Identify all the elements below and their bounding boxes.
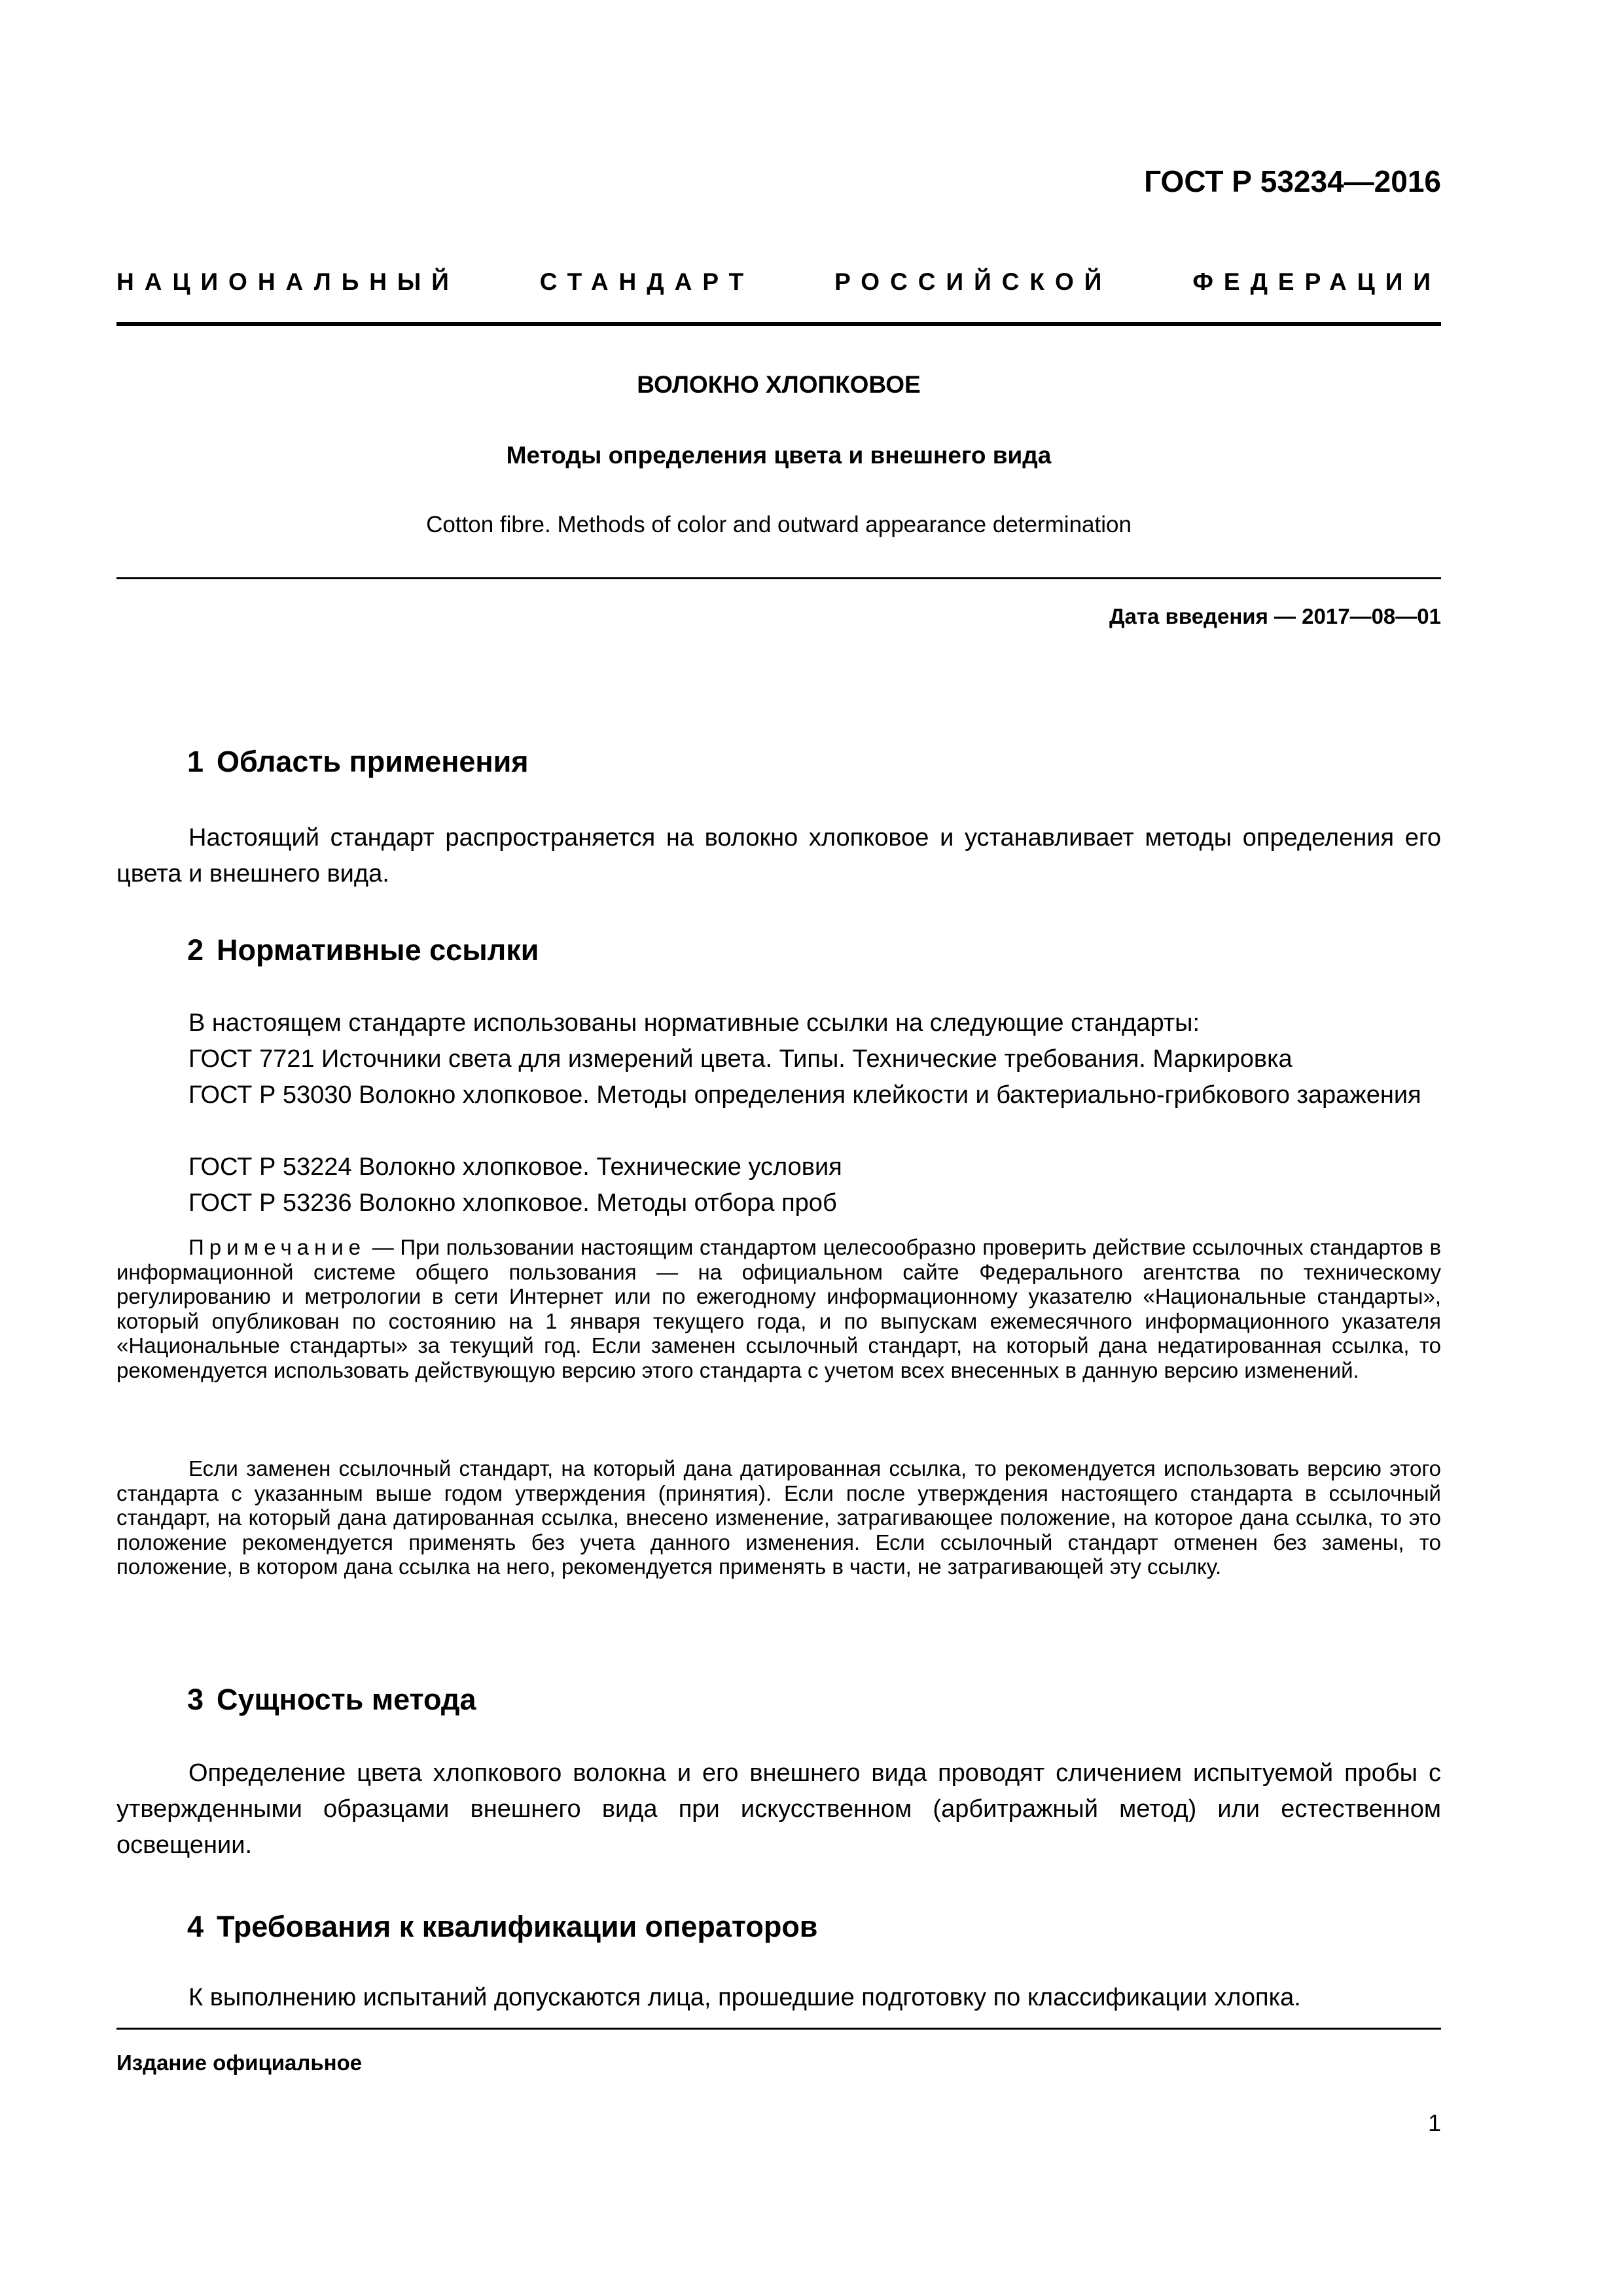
footer-divider — [116, 2028, 1441, 2030]
section-heading-2 — [187, 933, 539, 967]
document-title: ВОЛОКНО ХЛОПКОВОЕ — [637, 371, 921, 398]
note-text: — При пользовании настоящим стандартом целесообразно проверить действие ссылочных стандартов в информационной системе общего пользования — на официальном сайте Федерального агентства по техническому регулированию и метрологии в сети Интернет или по ежегодному информационному указателю «Национальные стандарты», который опубликован по состоянию на 1 января текущего года, и по выпускам ежемесячного информационного указателя «Национальные стандарты» за текущий год. Если заменен ссылочный стандарт, на который дана недатированная ссылка, то рекомендуется использовать действующую версию этого стандарта с учетом всех внесенных в данную версию изменений. — [116, 1235, 1441, 1382]
note-label: Примечание — [188, 1235, 366, 1259]
references-note — [116, 1235, 1441, 1382]
banner-word: НАЦИОНАЛЬНЫЙ — [116, 268, 459, 295]
reference-item: ГОСТ Р 53224 Волокно хлопковое. Технические условия — [188, 1153, 842, 1181]
section-title: Область применения — [217, 745, 529, 778]
section-number: 1 — [187, 745, 204, 778]
section-title: Нормативные ссылки — [217, 933, 539, 967]
section-number: 2 — [187, 933, 204, 967]
reference-item: ГОСТ Р 53236 Волокно хлопковое. Методы отбора проб — [188, 1189, 837, 1217]
banner-word: ФЕДЕРАЦИИ — [1192, 268, 1441, 295]
edition-label: Издание официальное — [116, 2051, 363, 2075]
english-title: Cotton fibre. Methods of color and outward appearance determination — [426, 512, 1132, 537]
header-divider — [116, 322, 1441, 326]
reference-item: ГОСТ Р 53030 Волокно хлопковое. Методы определения клейкости и бактериально-грибкового заражения — [188, 1081, 1421, 1109]
national-standard-banner — [116, 268, 1441, 296]
introduction-date: Дата введения — 2017—08—01 — [1109, 604, 1441, 628]
document-subtitle: Методы определения цвета и внешнего вида — [506, 442, 1052, 469]
reference-item: ГОСТ 7721 Источники света для измерений цвета. Типы. Технические требования. Маркировка — [188, 1045, 1293, 1073]
section-title: Сущность метода — [217, 1683, 476, 1716]
banner-word: СТАНДАРТ — [539, 268, 755, 295]
title-divider — [116, 577, 1441, 579]
section-3-text: Определение цвета хлопкового волокна и его внешнего вида проводят сличением испытуемой пробы с утвержденными образцами внешнего вида при искусственном (арбитражный метод) или естественном освещении. — [116, 1759, 1441, 1859]
section-title: Требования к квалификации операторов — [217, 1910, 818, 1943]
section-4-text: К выполнению испытаний допускаются лица, прошедшие подготовку по классификации хлопка. — [188, 1984, 1301, 2011]
section-number: 3 — [187, 1683, 204, 1716]
section-heading-1 — [187, 745, 529, 779]
references-note-continued: Если заменен ссылочный стандарт, на который дана датированная ссылка, то рекомендуется использовать версию этого стандарта с указанным выше годом утверждения (принятия). Если после утверждения настоящего стандарта в ссылочный стандарт, на который дана датированная ссылка, внесено изменение, затрагивающее положение, на которое дана ссылка, то это положение рекомендуется применять без учета данного изменения. Если ссылочный стандарт отменен без замены, то положение, в котором дана ссылка на него, рекомендуется применять в части, не затрагивающей эту ссылку. — [116, 1456, 1441, 1579]
section-number: 4 — [187, 1910, 204, 1943]
section-heading-3 — [187, 1683, 476, 1717]
document-page — [116, 0, 1441, 2296]
section-1-text: Настоящий стандарт распространяется на волокно хлопковое и устанавливает методы определения его цвета и внешнего вида. — [116, 824, 1441, 888]
references-intro: В настоящем стандарте использованы нормативные ссылки на следующие стандарты: — [188, 1009, 1200, 1037]
banner-word: РОССИЙСКОЙ — [834, 268, 1113, 295]
section-heading-4 — [187, 1910, 817, 1944]
page-number: 1 — [1427, 2109, 1441, 2136]
standard-number: ГОСТ Р 53234—2016 — [1144, 164, 1441, 198]
